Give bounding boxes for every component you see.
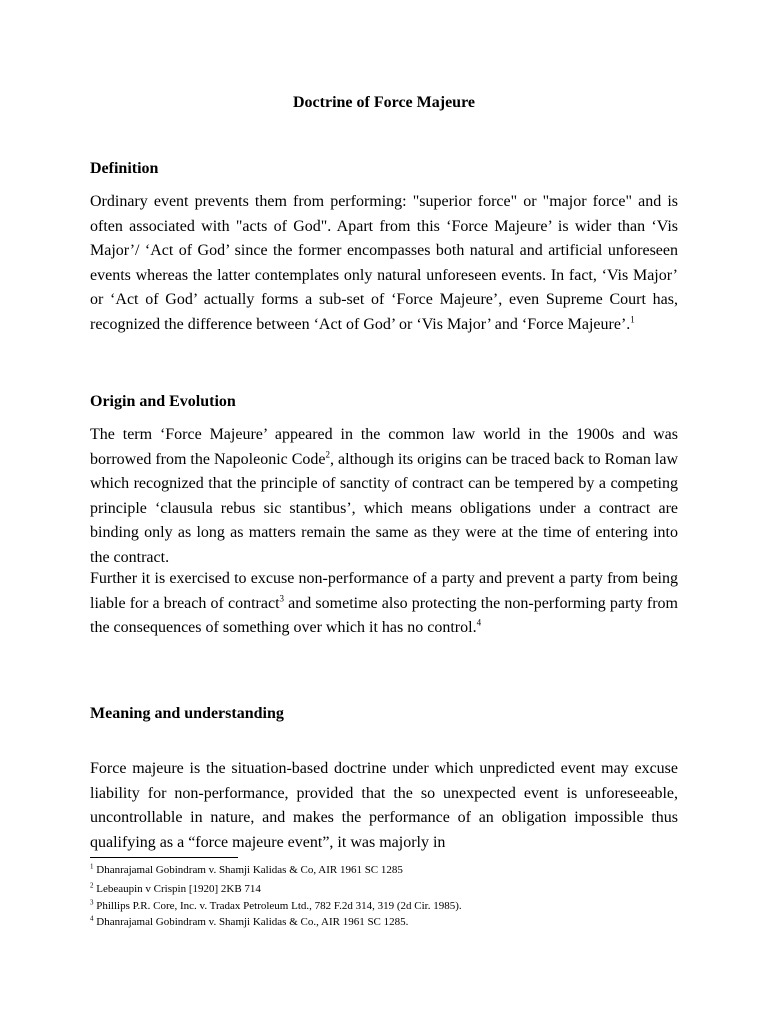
footnote-number: 2	[90, 881, 94, 890]
footnote-number: 3	[90, 898, 94, 907]
document-title: Doctrine of Force Majeure	[293, 94, 475, 111]
footnote-ref-1[interactable]: 1	[630, 314, 635, 325]
origin-p2-text-a: Further it is exercised to excuse non-performance of a party and prevent a party from being liable for a breach of contract	[90, 570, 678, 612]
footnote-2	[90, 883, 261, 895]
origin-paragraph-2	[90, 567, 678, 641]
definition-paragraph	[90, 190, 678, 337]
meaning-paragraph: Force majeure is the situation-based doctrine under which unpredicted event may excuse liability for non-performance, provided that the so unexpected event is unforeseeable, uncontrollable in nature, and makes the performance of an obligation impossible thus qualifying as a “force majeure event”, it was majorly in	[90, 760, 678, 851]
origin-paragraph-1	[90, 423, 678, 570]
definition-heading: Definition	[90, 160, 159, 177]
footnote-ref-4[interactable]: 4	[476, 617, 482, 628]
footnote-number: 1	[90, 862, 94, 871]
footnote-separator	[90, 857, 238, 858]
origin-p2-text-b: and sometime also protecting the non-performing party from the consequences of something over which it has no control.	[90, 594, 679, 636]
footnote-text: Phillips P.R. Core, Inc. v. Tradax Petroleum Ltd., 782 F.2d 314, 319 (2d Cir. 1985).	[96, 900, 462, 912]
footnote-number: 4	[90, 914, 94, 923]
footnote-1	[90, 864, 403, 876]
footnote-4	[90, 916, 408, 928]
footnote-ref-2[interactable]: 2	[325, 449, 331, 460]
origin-heading: Origin and Evolution	[90, 393, 236, 410]
footnote-text: Dhanrajamal Gobindram v. Shamji Kalidas & Co, AIR 1961 SC 1285	[96, 864, 403, 876]
footnote-text: Dhanrajamal Gobindram v. Shamji Kalidas & Co., AIR 1961 SC 1285.	[96, 916, 409, 928]
origin-text-a: The term ‘Force Majeure’ appeared in the common law world in the 1900s and was borrowed from the Napoleonic Code	[90, 426, 678, 468]
footnote-3	[90, 900, 462, 912]
definition-text: Ordinary event prevents them from performing: "superior force" or "major force" and is often associated with "acts of God". Apart from this ‘Force Majeure’ is wider than ‘Vis Major’/ ‘Act of God’ since the former encompasses both natural and artificial unforeseen events whereas the latter contemplates only natural unforeseen events. In fact, ‘Vis Major’ or ‘Act of God’ actually forms a sub-set of ‘Force Majeure’, even Supreme Court has, recognized the difference between ‘Act of God’ or ‘Vis Major’ and ‘Force Majeure’.	[90, 193, 678, 333]
origin-text-b: , although its origins can be traced back to Roman law which recognized that the principle of sanctity of contract can be tempered by a competing principle ‘clausula rebus sic stantibus’, which means obligations under a contract are binding only as long as matters remain the same as they were at the time of entering into the contract.	[90, 450, 678, 566]
footnote-text: Lebeaupin v Crispin [1920] 2KB 714	[96, 883, 261, 895]
footnote-ref-3[interactable]: 3	[279, 593, 285, 604]
meaning-heading: Meaning and understanding	[90, 705, 284, 722]
